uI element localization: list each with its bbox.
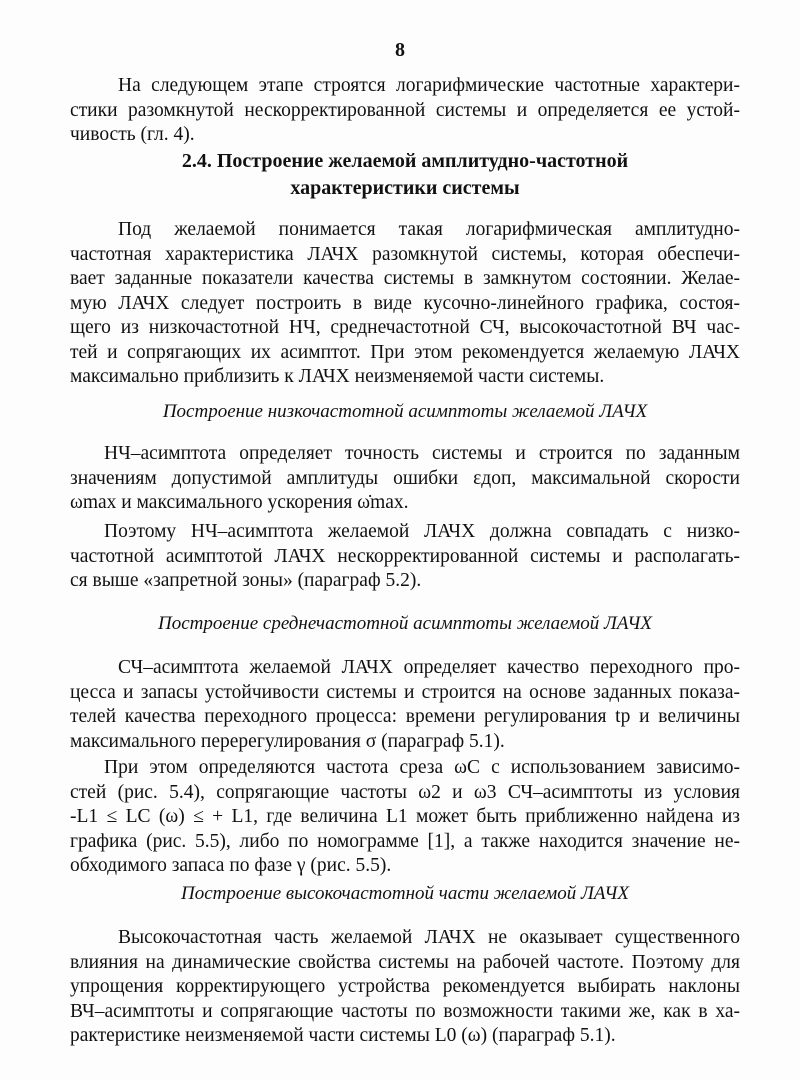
- text-line: -L1 ≤ LC (ω) ≤ + L1, где величина L1 может быть приближенно найдена из: [70, 806, 740, 827]
- text-line: ся выше «запретной зоны» (параграф 5.2).: [70, 570, 422, 591]
- text-line: Поэтому НЧ–асимптота желаемой ЛАЧХ должна совпадать с низко-: [104, 521, 740, 542]
- text-line: ВЧ–асимптоты и сопрягающие частоты по возможности такими же, как в ха-: [70, 1000, 740, 1022]
- intro-paragraph: [70, 74, 740, 148]
- low-frequency-paragraph-1: [70, 442, 740, 516]
- definition-paragraph: [70, 218, 740, 390]
- text-line: телей качества переходного процесса: времени регулирования tр и величины: [70, 706, 740, 727]
- page-number: 8: [395, 39, 405, 61]
- section-heading-line: 2.4. Построение желаемой амплитудно-частотной: [181, 150, 629, 172]
- text-line: графика (рис. 5.5), либо по номограмме [1], а также находится значение не-: [70, 830, 740, 852]
- subheading-high-frequency: Построение высокочастотной части желаемой ЛАЧХ: [181, 883, 629, 904]
- text-line: стей (рис. 5.4), сопрягающие частоты ω2 и ω3 СЧ–асимптоты из условия: [70, 781, 740, 803]
- text-line: влияния на динамические свойства системы на рабочей частоте. Поэтому для: [70, 951, 740, 973]
- text-line: частотной асимптотой ЛАЧХ нескорректированной системы и располагать-: [70, 545, 740, 567]
- text-line: щего из низкочастотной НЧ, среднечастотной СЧ, высокочастотной ВЧ час-: [70, 317, 740, 338]
- text-line: максимально приблизить к ЛАЧХ неизменяемой части системы.: [70, 366, 605, 387]
- text-line: обходимого запаса по фазе γ (рис. 5.5).: [70, 855, 392, 876]
- text-line: тей и сопрягающих их асимптот. При этом рекомендуется желаемую ЛАЧХ: [70, 341, 740, 363]
- text-line: максимального перерегулирования σ (параграф 5.1).: [70, 730, 505, 752]
- section-heading: [70, 148, 740, 202]
- mid-frequency-paragraph-1: [70, 656, 740, 754]
- text-line: При этом определяются частота среза ωС с использованием зависимо-: [104, 757, 740, 778]
- subheading-low-frequency: Построение низкочастотной асимптоты желаемой ЛАЧХ: [162, 401, 648, 422]
- low-frequency-paragraph-2: [70, 520, 740, 594]
- text-line: ωmax и максимального ускорения ω̇max.: [70, 492, 409, 513]
- text-line: рактеристике неизменяемой части системы L0 (ω) (параграф 5.1).: [70, 1025, 616, 1046]
- high-frequency-paragraph: [70, 926, 740, 1049]
- text-line: НЧ–асимптота определяет точность системы и строится по заданным: [104, 443, 740, 464]
- mid-frequency-paragraph-2: [70, 756, 740, 879]
- text-line: упрощения корректирующего устройства рекомендуется выбирать наклоны: [70, 976, 740, 997]
- text-line: значениям допустимой амплитуды ошибки εдоп, максимальной скорости: [70, 467, 740, 489]
- text-line: цесса и запасы устойчивости системы и строится на основе заданных показа-: [70, 681, 740, 703]
- text-line: вает заданные показатели качества системы в замкнутом состоянии. Желае-: [70, 268, 740, 289]
- text-line: Под желаемой понимается такая логарифмическая амплитудно-: [118, 219, 740, 240]
- text-line: стики разомкнутой нескорректированной системы и определяется ее устой-: [70, 99, 740, 121]
- text-line: мую ЛАЧХ следует построить в виде кусочно-линейного графика, состоя-: [70, 292, 740, 314]
- text-line: На следующем этапе строятся логарифмические частотные характери-: [118, 75, 740, 96]
- text-line: чивость (гл. 4).: [70, 124, 195, 145]
- text-line: частотная характеристика ЛАЧХ разомкнутой системы, которая обеспечи-: [70, 243, 740, 265]
- text-line: СЧ–асимптота желаемой ЛАЧХ определяет качество переходного про-: [118, 657, 740, 678]
- text-line: Высокочастотная часть желаемой ЛАЧХ не оказывает существенного: [118, 927, 740, 948]
- subheading-mid-frequency: Построение среднечастотной асимптоты желаемой ЛАЧХ: [158, 613, 652, 634]
- section-heading-line: характеристики системы: [290, 177, 520, 199]
